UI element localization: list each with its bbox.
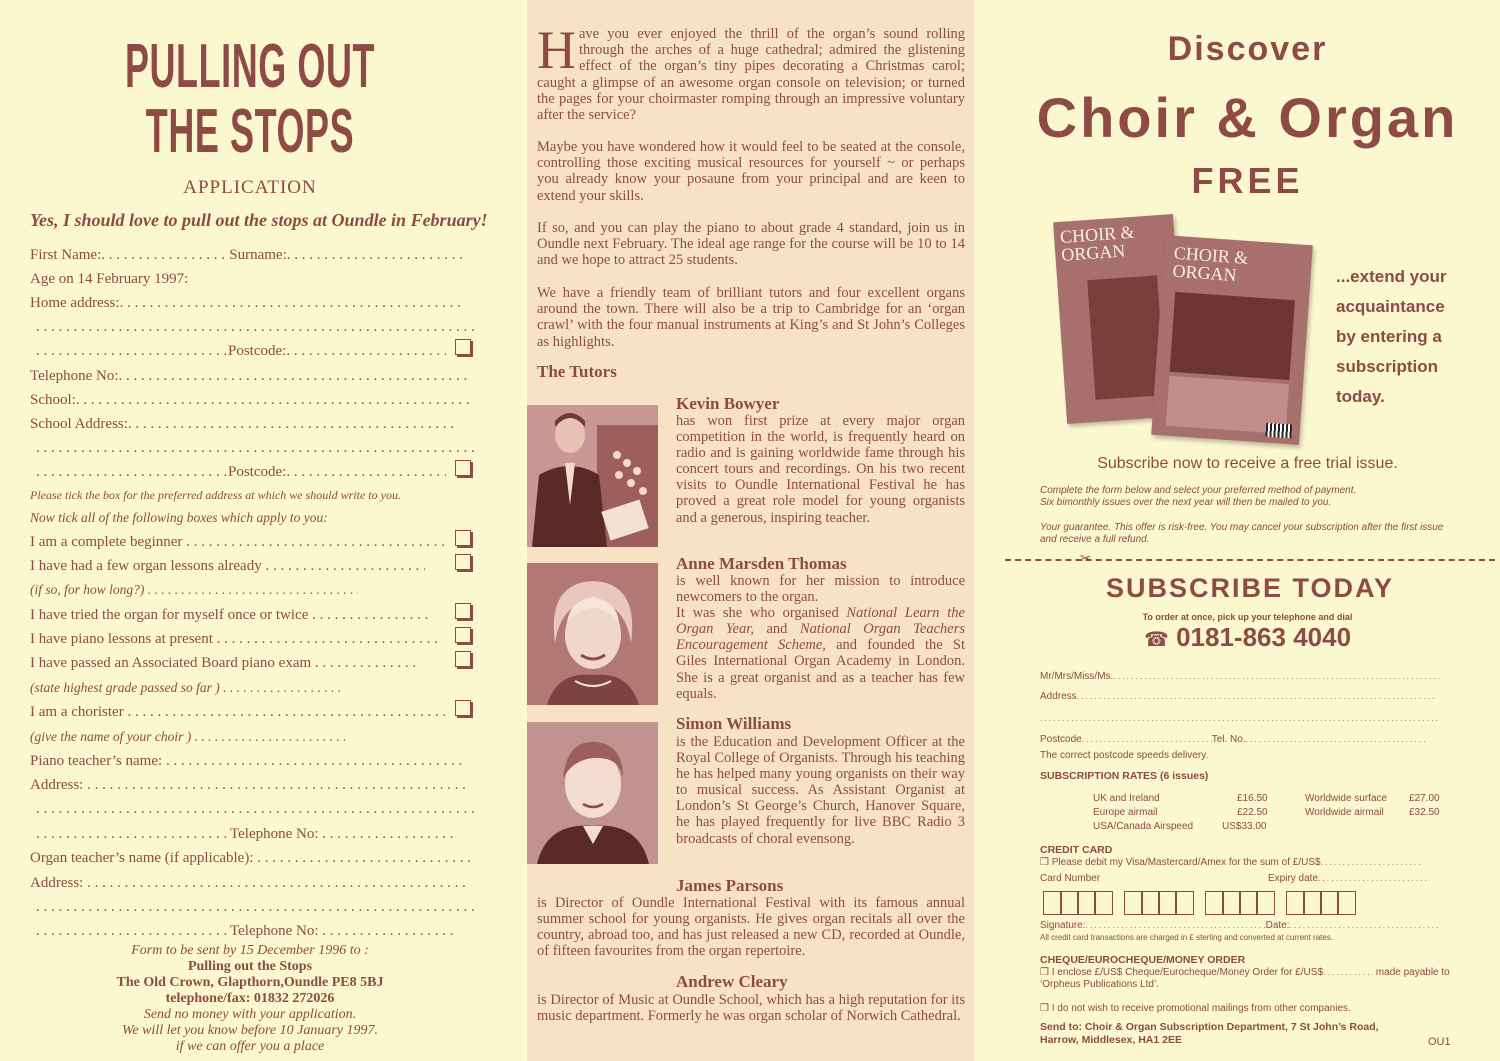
exam-checkbox[interactable] [455,651,471,667]
school-address-checkbox[interactable] [455,460,471,476]
tagline: Yes, I should love to pull out the stops at Oundle in February! [30,210,488,230]
piano-checkbox[interactable] [455,627,471,643]
rate-ws-price: £27.00 [1409,793,1440,804]
organ-teacher-telephone-field[interactable]: . . .Telephone No: . . . [36,920,474,942]
school-address-field[interactable]: School Address:. . . [30,413,475,435]
organ-teacher-address-line[interactable] [36,896,474,918]
magazine-title-front: CHOIR & ORGAN [1171,242,1249,286]
tutor-name-anne-marsden-thomas: Anne Marsden Thomas [676,554,847,573]
rate-uk-label: UK and Ireland [1093,793,1160,804]
tried-checkbox[interactable] [455,603,471,619]
school-postcode-field[interactable]: . . .Postcode:. . . [36,461,456,483]
send-no-money: Send no money with your application. [143,1007,357,1022]
send-deadline: Form to be sent by 15 December 1996 to : [131,943,369,958]
send-address: The Old Crown, Glapthorn,Oundle PE8 5BJ [116,975,384,990]
piano-teacher-field[interactable]: Piano teacher’s name: . . . [30,750,475,772]
piano-option: I have piano lessons at present . . . [30,628,455,650]
send-place: if we can offer you a place [175,1039,325,1054]
rate-uk-price: £16.50 [1237,793,1268,804]
choir-field[interactable]: (give the name of your choir ) . . . [30,726,455,748]
paragraph-4: We have a friendly team of brilliant tutors and four excellent organs around the town. There will also be a trip to Cambridge for an ‘organ crawl’ with the four manual instruments at King’s and St John’s Colleges as highlights. [537,285,965,350]
tutor-name-kevin-bowyer: Kevin Bowyer [676,394,780,413]
home-address-checkbox[interactable] [455,339,471,355]
cheque-heading: CHEQUE/EUROCHEQUE/MONEY ORDER [1040,954,1246,966]
beginner-checkbox[interactable] [455,530,471,546]
tick-all-note: Now tick all of the following boxes which apply to you: [30,510,328,525]
telephone-icon: ☎ [1143,627,1169,651]
no-mail-checkbox[interactable]: ❒ [1040,1003,1049,1014]
rate-europe-label: Europe airmail [1093,807,1158,818]
rate-usa-label: USA/Canada Airspeed [1093,821,1194,832]
free-heading: FREE [1191,160,1304,201]
tried-option: I have tried the organ for myself once or twice . . . [30,604,455,626]
subscriber-postcode-field[interactable]: Postcode. . . Tel. No.. . . [1040,734,1440,746]
guarantee-line-1: Your guarantee. This offer is risk-free. You may cancel your subscription after the first issue [1040,522,1444,533]
phone-number[interactable]: ☎ 0181-863 4040 [1143,622,1352,652]
cut-line [1005,559,1495,561]
title-line-2: THE STOPS [145,97,355,166]
how-long-field[interactable]: (if so, for how long?) . . . [30,579,455,601]
drop-cap: H [537,20,576,80]
piano-teacher-address-field[interactable]: Address: . . . [30,774,475,796]
subscribe-today-heading: SUBSCRIBE TODAY [1105,573,1395,603]
scissors-icon: ✂ [1080,551,1092,567]
lessons-checkbox[interactable] [455,554,471,570]
enclose-field[interactable]: ❒ I enclose £/US$ Cheque/Eurocheque/Money Order for £/US$. . . made payable to [1040,967,1460,979]
chorister-checkbox[interactable] [455,700,471,716]
tutor-bio-anne-marsden-thomas: is well known for her mission to introduce newcomers to the organ. It was she who organised National Learn the Organ Year, and National Organ Teachers Encouragement Scheme, and founded the St Giles International Organ Academy in London. She is a great organist and as a teacher has few equals. [676,573,965,702]
magazine-title: CHOIR & ORGAN [1059,221,1136,265]
postcode-field[interactable]: . . .Postcode:. . . [36,340,456,362]
charged-note: All credit card transactions are charged in £ sterling and converted at current rates. [1040,933,1334,942]
expiry-field[interactable]: Expiry date. . . [1268,873,1440,885]
piano-teacher-telephone-field[interactable]: . . .Telephone No: . . . [36,823,474,845]
send-phone: telephone/fax: 01832 272026 [165,991,335,1006]
tutor-name-andrew-cleary: Andrew Cleary [676,972,788,991]
guarantee-line-2: and receive a full refund. [1040,534,1150,545]
subscriber-address-field[interactable]: Address. . . [1040,691,1440,703]
card-number-label: Card Number [1040,873,1101,884]
school-field[interactable]: School:. . . [30,389,475,411]
form-code: OU1 [1428,1036,1451,1048]
rate-wa-price: £32.50 [1409,807,1440,818]
anne-marsden-thomas-photo [527,563,658,705]
rates-heading: SUBSCRIPTION RATES (6 issues) [1040,770,1209,782]
chorister-option: I am a chorister . . . [30,701,455,723]
title-line-1: PULLING OUT [124,32,376,101]
credit-card-heading: CREDIT CARD [1040,844,1113,856]
tutor-name-james-parsons: James Parsons [676,876,784,895]
send-to-block [0,943,500,1055]
home-address-field[interactable]: Home address:. . . [30,292,475,314]
discover-heading: Discover [1167,30,1328,68]
six-issues-note: Six bimonthly issues over the next year will then be mailed to you. [1040,497,1332,508]
piano-teacher-address-line[interactable] [36,798,474,820]
complete-note: Complete the form below and select your preferred method of payment. [1040,485,1357,496]
rate-ws-label: Worldwide surface [1305,793,1388,804]
subscriber-address-line[interactable] [1040,713,1440,725]
grade-field[interactable]: (state highest grade passed so far ) . . . [30,677,455,699]
organ-teacher-address-field[interactable]: Address: . . . [30,872,475,894]
rate-wa-label: Worldwide airmail [1305,807,1384,818]
organ-teacher-field[interactable]: Organ teacher’s name (if applicable): . . . [30,847,475,869]
orpheus-note: ‘Orpheus Publications Ltd’. [1040,979,1159,990]
debit-field[interactable]: ❒ Please debit my Visa/Mastercard/Amex for the sum of £/US$. . . [1040,857,1440,869]
debit-checkbox[interactable]: ❒ [1040,857,1049,868]
extend-text: ...extend your acquaintance by entering a subscription today. [1336,267,1447,406]
cheque-checkbox[interactable]: ❒ [1040,967,1049,978]
send-reply-date: We will let you know before 10 January 1997. [122,1023,378,1038]
subscriber-name-field[interactable]: Mr/Mrs/Miss/Ms.. . . [1040,671,1440,683]
kevin-bowyer-photo [527,405,658,547]
school-address-line[interactable] [36,437,474,459]
tutor-name-simon-williams: Simon Williams [676,714,792,733]
tutor-bio-kevin-bowyer: has won first prize at every major organ competition in the world, is frequently heard on radio and is gaining worldwide fame through his concert tours and recordings. On his two recent visits to Oundle International Festival he has proved a great role model for young organists and a generous, inspiring teacher. [676,413,965,526]
intro-paragraph: Have you ever enjoyed the thrill of the organ’s sound rolling through the arches of a huge cathedral; admired the glistening effect of the organ’s tiny pipes decorating a Christmas carol; caught a glimpse of an awesome organ console on television; or turned the pages for your choirmaster romping through an impressive voluntary after the service? [537,20,965,124]
tick-note: Please tick the box for the preferred address at which we should write to you. [30,488,401,502]
order-note: To order at once, pick up your telephone and dial [1142,612,1353,622]
rate-europe-price: £22.50 [1237,807,1268,818]
subscribe-now-text: Subscribe now to receive a free trial issue. [1097,455,1398,472]
paragraph-3: If so, and you can play the piano to about grade 4 standard, join us in Oundle next February. The ideal age range for the course will be 10 to 14 and we hope to attract 25 students. [537,220,965,269]
signature-field[interactable]: Signature:. . . Date:. . . [1040,920,1440,932]
rate-usa-price: US$33.00 [1222,821,1267,832]
first-name-field[interactable]: First Name:. . . Surname:. . . [30,244,475,266]
application-heading: APPLICATION [183,177,317,198]
magazine-cover-front [1151,235,1313,445]
simon-williams-photo [527,722,658,864]
postcode-note: The correct postcode speeds delivery. [1040,750,1209,761]
tutor-bio-james-parsons: is Director of Oundle International Festival with its famous annual summer school for young organists. He gives organ recitals all over the country, abroad too, and has just released a new CD, recorded at Oundle, of fifteen favourites from the organ repertoire. [537,895,965,960]
tutor-bio-simon-williams: is the Education and Development Officer at the Royal College of Organists. Through his teaching he has helped many young organists on their way to musical success. As Assistant Organist at London’s St George’s Church, Hanover Square, he has played frequently for live BBC Radio 3 broadcasts of choral evensong. [676,734,965,847]
send-name: Pulling out the Stops [187,959,313,974]
send-to-line-2: Harrow, Middlesex, HA1 2EE [1040,1034,1182,1046]
tutor-bio-andrew-cleary: is Director of Music at Oundle School, which has a high reputation for its music department. Formerly he was organ scholar of Norwich Cathedral. [537,992,965,1025]
no-mail-option[interactable]: ❒ I do not wish to receive promotional mailings from other companies. [1040,1003,1351,1014]
age-field[interactable]: Age on 14 February 1997: [30,271,189,287]
exam-option: I have passed an Associated Board piano exam . . . [30,652,455,674]
paragraph-2: Maybe you have wondered how it would feel to be seated at the console, controlling those exciting musical resources for yourself ~ or perhaps you already know your posaune from your principal and are keen to extend your skills. [537,139,965,204]
lessons-option: I have had a few organ lessons already . . . [30,555,455,577]
home-address-line[interactable] [36,316,474,338]
send-to-line-1: Send to: Choir & Organ Subscription Department, 7 St John’s Road, [1040,1021,1379,1033]
beginner-option: I am a complete beginner . . . [30,531,455,553]
tutors-heading: The Tutors [537,362,617,381]
brand-heading: Choir & Organ [1036,86,1459,149]
telephone-field[interactable]: Telephone No:. . . [30,365,475,387]
